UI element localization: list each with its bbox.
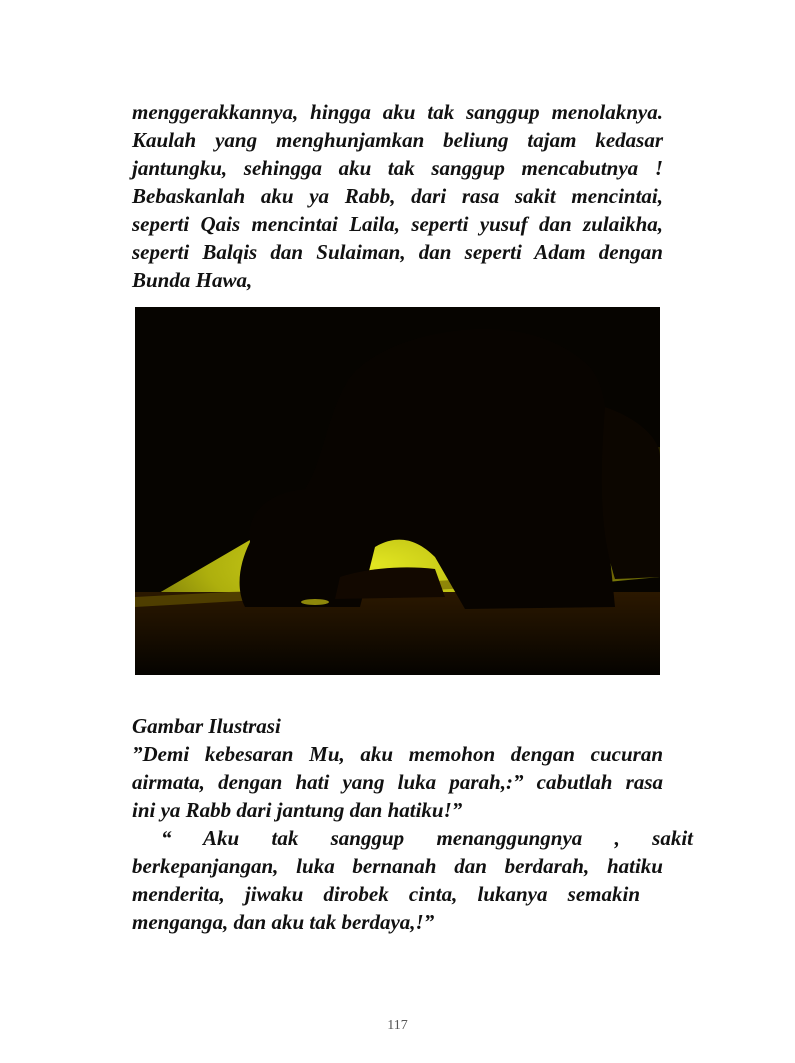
figure-caption: Gambar Ilustrasi	[132, 714, 281, 738]
paragraph-line: menderita, jiwaku dirobek cinta, lukanya semakin	[132, 882, 640, 906]
paragraph-line: menggerakkannya, hingga aku tak sanggup menolaknya.	[132, 100, 663, 124]
paragraph-line: Bebaskanlah aku ya Rabb, dari rasa sakit mencintai,	[132, 184, 663, 208]
silhouette-illustration	[135, 307, 660, 675]
paragraph-line: Kaulah yang menghunjamkan beliung tajam kedasar	[132, 128, 663, 152]
paragraph-line: seperti Balqis dan Sulaiman, dan seperti Adam dengan	[132, 240, 663, 264]
paragraph-line: airmata, dengan hati yang luka parah,:” cabutlah rasa	[132, 770, 663, 794]
paragraph-line: Bunda Hawa,	[132, 268, 253, 292]
paragraph-line: ”Demi kebesaran Mu, aku memohon dengan cucuran	[132, 742, 663, 766]
paragraph-line: berkepanjangan, luka bernanah dan berdarah, hatiku	[132, 854, 663, 878]
paragraph-line: “ Aku tak sanggup menanggungnya , sakit	[161, 826, 693, 850]
paragraph-line: jantungku, sehingga aku tak sanggup mencabutnya !	[132, 156, 663, 180]
paragraph-line: seperti Qais mencintai Laila, seperti yusuf dan zulaikha,	[132, 212, 663, 236]
paragraph-line: ini ya Rabb dari jantung dan hatiku!”	[132, 798, 463, 822]
page-number: 117	[387, 1018, 408, 1033]
prayer-silhouette-image	[135, 307, 660, 675]
paragraph-line: menganga, dan aku tak berdaya,!”	[132, 910, 435, 934]
